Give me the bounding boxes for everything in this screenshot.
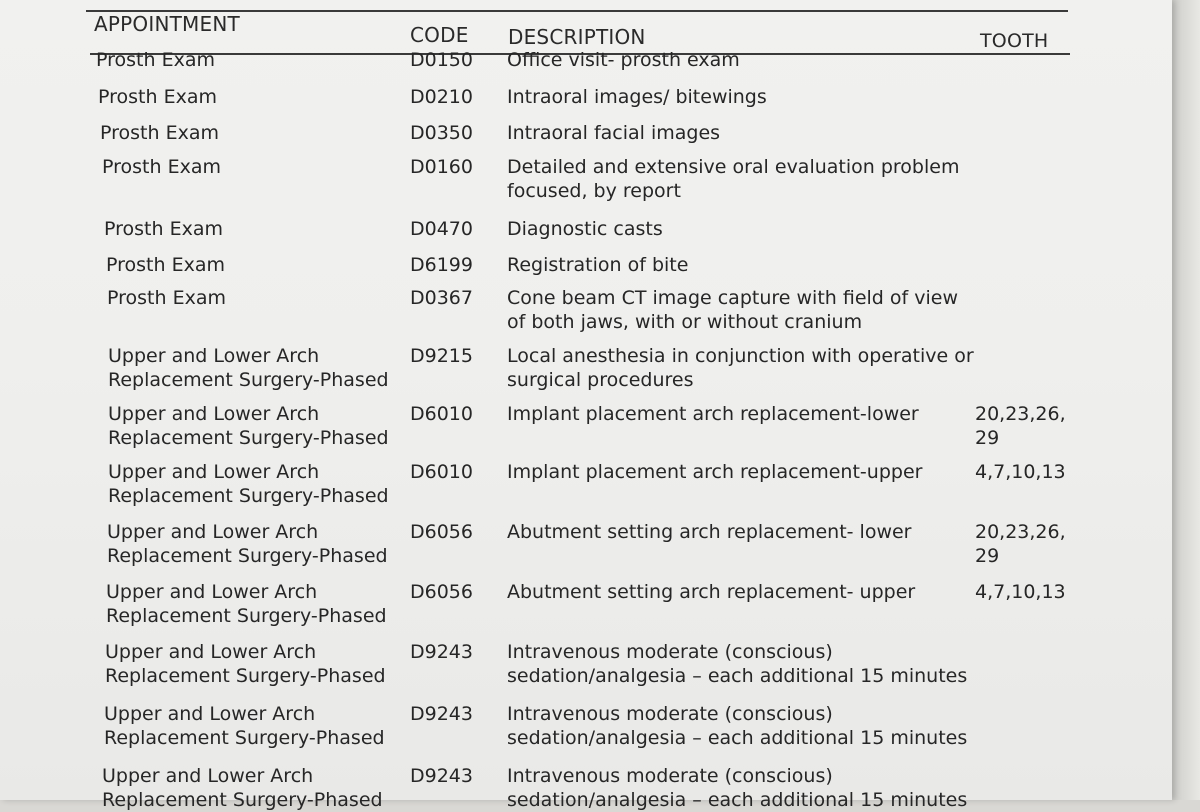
appointment-cell: Prosth Exam (96, 49, 215, 71)
header-tooth: TOOTH (980, 30, 1049, 52)
tooth-cell: 4,7,10,13 (975, 461, 1066, 483)
description-cell: Registration of bite (507, 254, 689, 276)
code-cell: D6056 (410, 581, 473, 603)
code-cell: D0150 (410, 49, 473, 71)
description-cell: Diagnostic casts (507, 218, 663, 240)
description-cell: Office visit- prosth exam (507, 49, 740, 71)
code-cell: D9243 (410, 641, 473, 663)
code-cell: D9243 (410, 765, 473, 787)
description-cell: Intravenous moderate (conscious) sedation/analgesia – each additional 15 minutes (507, 703, 968, 749)
tooth-cell: 4,7,10,13 (975, 581, 1066, 603)
code-cell: D6056 (410, 521, 473, 543)
description-cell: Implant placement arch replacement-upper (507, 461, 923, 483)
appointment-cell: Prosth Exam (102, 156, 221, 178)
appointment-cell: Upper and Lower Arch Replacement Surgery-Phased (104, 703, 385, 749)
code-cell: D0470 (410, 218, 473, 240)
code-cell: D0350 (410, 122, 473, 144)
header-description: DESCRIPTION (508, 25, 646, 49)
appointment-cell: Upper and Lower Arch Replacement Surgery-Phased (108, 403, 389, 449)
code-cell: D9215 (410, 345, 473, 367)
appointment-cell: Upper and Lower Arch Replacement Surgery-Phased (105, 641, 386, 687)
description-cell: Abutment setting arch replacement- lower (507, 521, 912, 543)
appointment-cell: Prosth Exam (100, 122, 219, 144)
appointment-cell: Upper and Lower Arch Replacement Surgery-Phased (107, 521, 388, 567)
description-cell: Intraoral images/ bitewings (507, 86, 767, 108)
tooth-cell: 20,23,26,29 (975, 521, 1066, 567)
appointment-cell: Upper and Lower Arch Replacement Surgery-Phased (102, 765, 383, 811)
appointment-cell: Prosth Exam (106, 254, 225, 276)
description-cell: Cone beam CT image capture with field of view of both jaws, with or without cranium (507, 287, 958, 333)
appointment-cell: Upper and Lower Arch Replacement Surgery-Phased (108, 461, 389, 507)
header-appointment: APPOINTMENT (94, 12, 240, 36)
appointment-cell: Upper and Lower Arch Replacement Surgery-Phased (108, 345, 389, 391)
code-cell: D0367 (410, 287, 473, 309)
description-cell: Detailed and extensive oral evaluation problem focused, by report (507, 156, 960, 202)
code-cell: D0160 (410, 156, 473, 178)
appointment-cell: Prosth Exam (98, 86, 217, 108)
appointment-cell: Prosth Exam (107, 287, 226, 309)
appointment-cell: Prosth Exam (104, 218, 223, 240)
code-cell: D0210 (410, 86, 473, 108)
code-cell: D9243 (410, 703, 473, 725)
description-cell: Intraoral facial images (507, 122, 721, 144)
description-cell: Abutment setting arch replacement- upper (507, 581, 916, 603)
tooth-cell: 20,23,26,29 (975, 403, 1066, 449)
description-cell: Implant placement arch replacement-lower (507, 403, 919, 425)
code-cell: D6010 (410, 461, 473, 483)
appointment-cell: Upper and Lower Arch Replacement Surgery-Phased (106, 581, 387, 627)
description-cell: Local anesthesia in conjunction with operative or surgical procedures (507, 345, 974, 391)
code-cell: D6010 (410, 403, 473, 425)
header-code: CODE (410, 23, 469, 47)
description-cell: Intravenous moderate (conscious) sedation/analgesia – each additional 15 minutes (507, 641, 968, 687)
code-cell: D6199 (410, 254, 473, 276)
description-cell: Intravenous moderate (conscious) sedation/analgesia – each additional 15 minutes (507, 765, 968, 811)
